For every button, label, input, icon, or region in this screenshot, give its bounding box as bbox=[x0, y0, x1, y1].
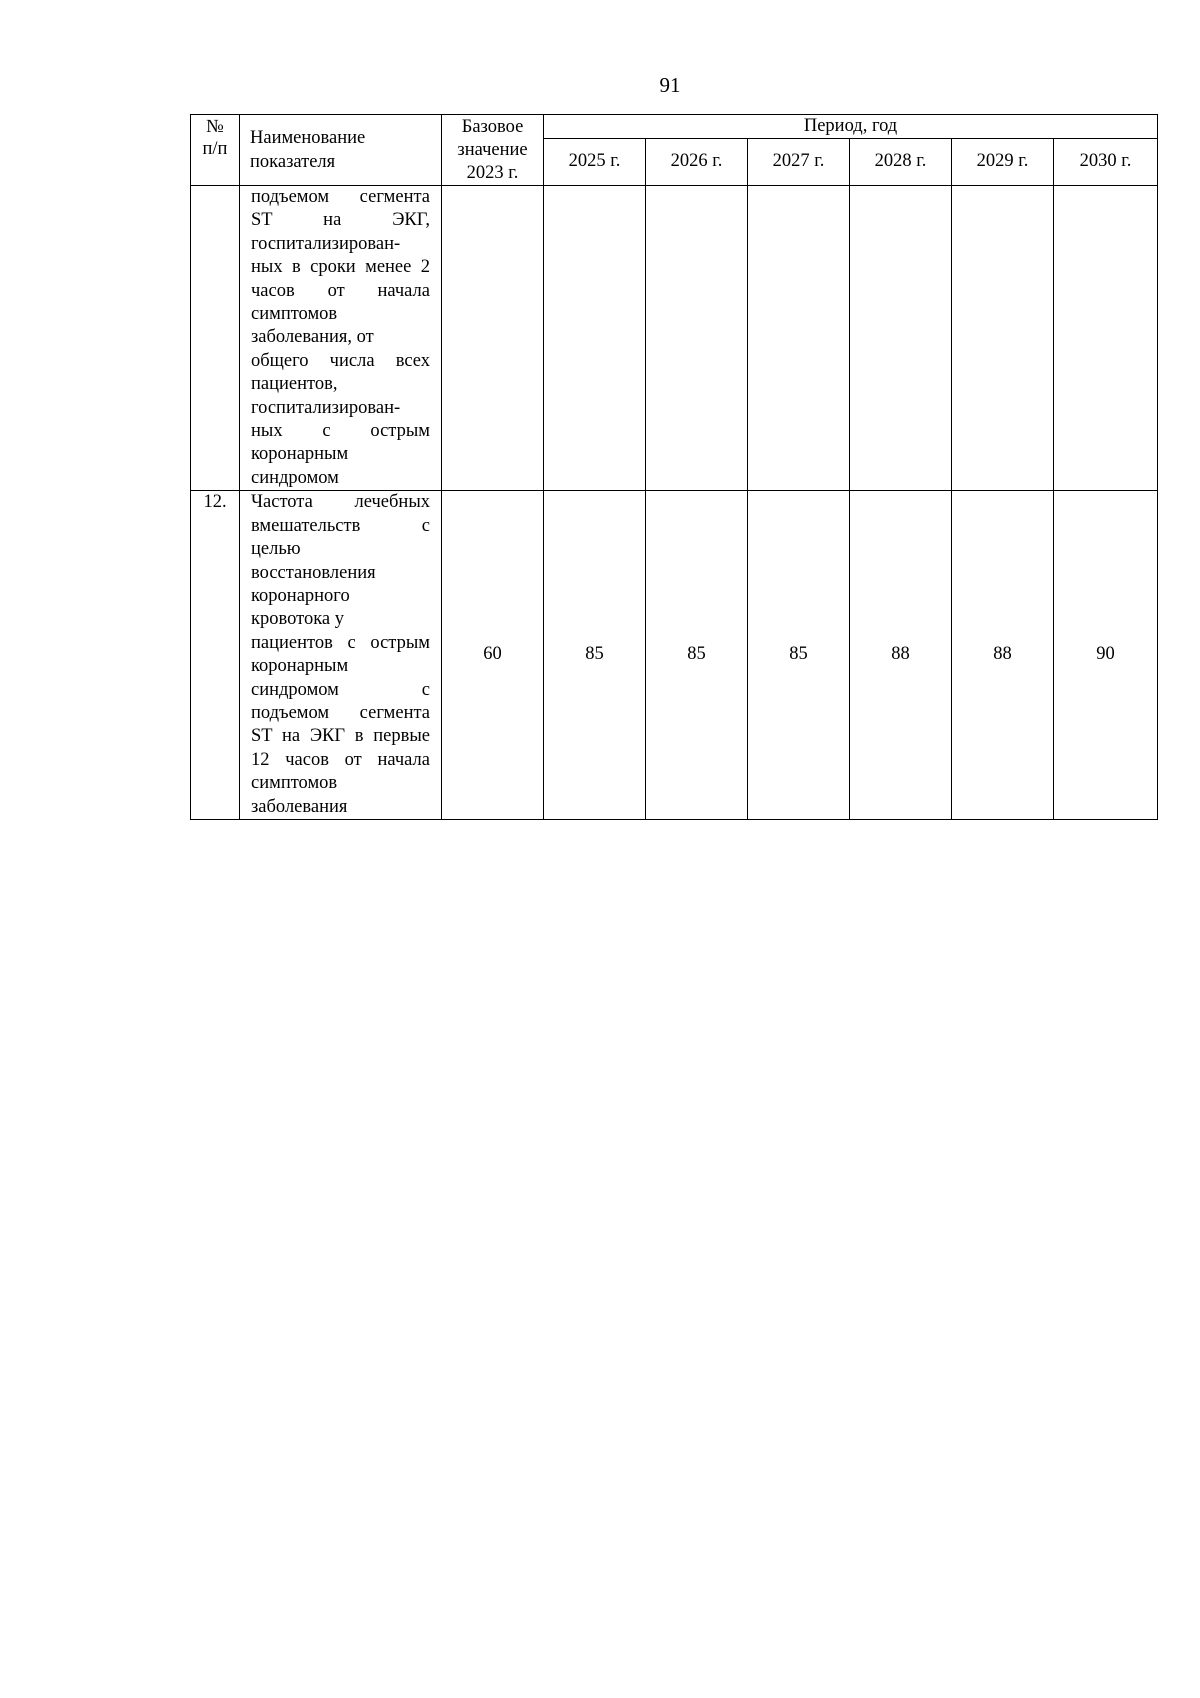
indicator-name-line: пациентов, bbox=[251, 374, 338, 395]
indicator-name-line: коронарного bbox=[251, 585, 350, 606]
indicator-name-line: коронарным bbox=[251, 444, 349, 465]
year-value bbox=[646, 186, 748, 491]
year-value bbox=[1054, 186, 1158, 491]
indicator-name-line: синдромом bbox=[251, 467, 339, 488]
year-value bbox=[850, 186, 952, 491]
table-header bbox=[191, 115, 1158, 186]
year-value: 85 bbox=[544, 491, 646, 820]
indicator-name-line: общего числа всех bbox=[251, 350, 430, 371]
indicator-name-line: подъемом сегмента bbox=[251, 702, 430, 723]
table-row bbox=[191, 491, 1158, 820]
header-base-line3: 2023 г. bbox=[466, 163, 519, 183]
year-value: 85 bbox=[748, 491, 850, 820]
header-period: Период, год bbox=[544, 115, 1158, 139]
indicator-name-line: ных в сроки менее 2 bbox=[251, 257, 430, 278]
row-number bbox=[191, 186, 240, 491]
indicator-name-line: часов от начала bbox=[251, 280, 430, 301]
indicator-name-line: заболевания, от bbox=[251, 327, 374, 348]
header-number bbox=[191, 115, 240, 186]
header-year: 2028 г. bbox=[850, 139, 952, 186]
indicator-name-line: пациентов с острым bbox=[251, 632, 430, 653]
header-number-line2: п/п bbox=[202, 139, 228, 159]
indicator-name-line: синдромом с bbox=[251, 679, 430, 700]
header-year: 2026 г. bbox=[646, 139, 748, 186]
header-base-value bbox=[442, 115, 544, 186]
year-value: 90 bbox=[1054, 491, 1158, 820]
year-value bbox=[748, 186, 850, 491]
indicator-name-line: вмешательств с bbox=[251, 515, 430, 536]
year-value: 88 bbox=[850, 491, 952, 820]
indicator-name-line: ных с острым bbox=[251, 421, 430, 442]
base-value bbox=[442, 186, 544, 491]
table-row bbox=[191, 186, 1158, 491]
header-number-line1: № bbox=[206, 117, 224, 137]
header-base-line2: значение bbox=[457, 140, 528, 160]
header-year: 2027 г. bbox=[748, 139, 850, 186]
header-row-top bbox=[191, 115, 1158, 139]
header-year: 2030 г. bbox=[1054, 139, 1158, 186]
indicator-name-line: Частота лечебных bbox=[251, 492, 430, 513]
indicator-name-line: симптомов bbox=[251, 304, 338, 325]
indicator-name-line: коронарным bbox=[251, 656, 349, 677]
header-year: 2029 г. bbox=[952, 139, 1054, 186]
indicators-table bbox=[190, 114, 1158, 820]
header-name-line1: Наименование bbox=[250, 128, 366, 148]
indicator-name-line: восстановления bbox=[251, 562, 376, 583]
indicator-name-line: госпитализирован- bbox=[251, 233, 401, 254]
base-value: 60 bbox=[442, 491, 544, 820]
indicator-name-line: целью bbox=[251, 539, 301, 560]
indicator-name-line: 12 часов от начала bbox=[251, 749, 430, 770]
header-base-line1: Базовое bbox=[461, 117, 524, 137]
indicator-name bbox=[240, 186, 442, 491]
indicator-name bbox=[240, 491, 442, 820]
year-value bbox=[544, 186, 646, 491]
indicator-name-line: симптомов bbox=[251, 773, 338, 794]
indicator-name-line: ST на ЭКГ, bbox=[251, 210, 430, 231]
header-name-line2: показателя bbox=[250, 152, 336, 172]
year-value bbox=[952, 186, 1054, 491]
indicator-name-line: госпитализирован- bbox=[251, 397, 401, 418]
indicator-name-line: подъемом сегмента bbox=[251, 187, 430, 207]
indicator-name-line: заболевания bbox=[251, 796, 348, 817]
indicator-name-line: кровотока у bbox=[251, 609, 344, 630]
page-number: 91 bbox=[659, 73, 681, 97]
row-number: 12. bbox=[191, 491, 240, 820]
table-body bbox=[191, 186, 1158, 820]
year-value: 85 bbox=[646, 491, 748, 820]
header-year: 2025 г. bbox=[544, 139, 646, 186]
header-indicator-name bbox=[240, 115, 442, 186]
year-value: 88 bbox=[952, 491, 1054, 820]
indicator-name-line: ST на ЭКГ в первые bbox=[251, 726, 430, 747]
